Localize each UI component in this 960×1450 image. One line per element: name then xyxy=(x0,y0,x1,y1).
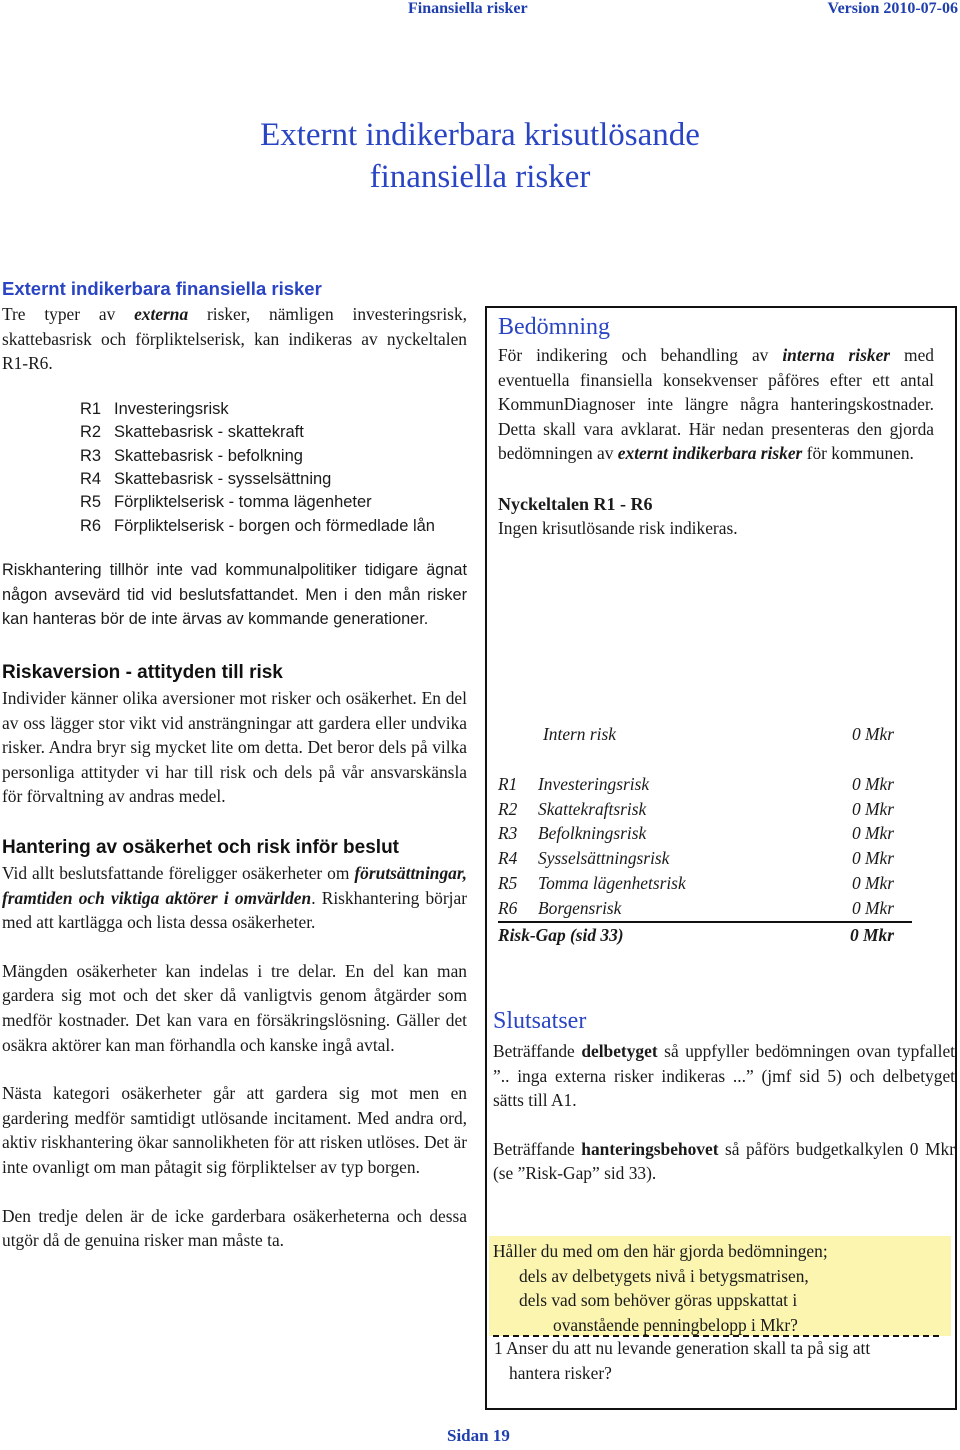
question-line-3: dels vad som behöver göras uppskattat i xyxy=(519,1290,798,1311)
slutsatser-bold-delbetyget: delbetyget xyxy=(581,1041,658,1061)
bedomning-emphasis-externt: externt indikerbara risker xyxy=(617,443,803,464)
slutsatser-bold-hanteringsbehovet: hanteringsbehovet xyxy=(581,1138,719,1159)
slutsatser-text-end: så påförs budgetkalkylen 0 Mkr (se ”Risk-Gap” sid 33). xyxy=(493,1138,955,1184)
slutsatser-text: Beträffande xyxy=(493,1041,582,1061)
risk-label: Skattebasrisk - skattekraft xyxy=(114,423,304,442)
row-code: R1 xyxy=(498,773,518,794)
risk-label: Investeringsrisk xyxy=(114,399,229,418)
row-label: Skattekraftsrisk xyxy=(538,798,647,819)
table-row xyxy=(498,772,894,797)
riskaversion-paragraph: Individer känner olika aversioner mot risker och osäkerhet. En del av oss lägger stor vikt vid ansträngningar att gardera eller undvika risker. Andra bryr sig mycket lite om detta. Det beror dels på vilka personliga attityder vi har till risk och dels på vår ansvarskänsla för förvaltning av andras medel. xyxy=(2,688,467,807)
risk-label: Skattebasrisk - befolkning xyxy=(114,446,303,465)
hantering-paragraph-4: Den tredje delen är de icke garderbara osäkerheterna och dessa utgör då de genuina risker man måste ta. xyxy=(2,1205,467,1251)
risk-code: R2 xyxy=(80,423,102,442)
table-header-label: Intern risk xyxy=(543,724,616,744)
risk-label: Förpliktelserisk - borgen och förmedlade lån xyxy=(114,516,435,535)
hantering-emphasis: förutsättningar, framtiden och viktiga aktörer i omvärlden xyxy=(2,862,467,908)
slutsatser-paragraph-1 xyxy=(493,1039,955,1113)
risk-code: R5 xyxy=(80,493,102,512)
row-label: Investeringsrisk xyxy=(538,773,650,794)
page-title-line2: finansiella risker xyxy=(369,159,591,195)
row-value: 0 Mkr xyxy=(851,773,894,794)
riskhantering-paragraph: Riskhantering tillhör inte vad kommunalpolitiker tidigare ägnat någon avsevärd tid vid beslutsfattandet. Men i den mån risker kan hanteras bör de inte ärvas av kommande generationer. xyxy=(2,561,467,629)
hantering-text-end: . Riskhantering börjar med att kartlägga och lista dessa osäkerheter. xyxy=(2,887,468,933)
bedomning-emphasis-interna: interna risker xyxy=(782,345,891,365)
table-row xyxy=(498,797,894,822)
left-column xyxy=(2,276,467,1253)
nyckeltal-heading: Nyckeltalen R1 - R6 xyxy=(498,493,653,514)
footnote-text: Anser du att nu levande generation skall ta på sig att xyxy=(506,1338,871,1358)
row-label: Borgensrisk xyxy=(538,897,622,918)
row-label: Befolkningsrisk xyxy=(538,823,647,844)
risk-list xyxy=(80,398,467,538)
risk-code: R4 xyxy=(80,470,102,488)
risk-code: R3 xyxy=(80,446,102,465)
intro-emphasis: externa xyxy=(134,304,189,324)
risk-code: R1 xyxy=(80,399,102,418)
section-heading-hantering: Hantering av osäkerhet och risk inför beslut xyxy=(2,836,399,858)
question-box xyxy=(489,1236,951,1336)
table-row xyxy=(498,896,912,923)
row-value: 0 Mkr xyxy=(851,848,894,869)
running-header-right: Version 2010-07-06 xyxy=(827,0,958,17)
slutsatser-section xyxy=(493,1008,955,1186)
list-item xyxy=(80,398,467,421)
row-code: R4 xyxy=(498,848,518,869)
bedomning-text-mid: med eventuella finansiella konsekvenser påföres efter ett antal KommunDiagnoser inte längre några hanteringskostnader. Detta skall vara avklarat. Här nedan presenteras den gjorda bedömningen av xyxy=(498,345,934,464)
table-header-value: 0 Mkr xyxy=(851,724,894,744)
hantering-text: Vid allt beslutsfattande föreligger osäkerheter om xyxy=(2,862,355,883)
risk-table xyxy=(498,722,894,947)
slutsatser-text: Beträffande xyxy=(493,1138,582,1159)
slutsatser-heading: Slutsatser xyxy=(493,1008,587,1034)
page-number: Sidan 19 xyxy=(447,1426,510,1445)
bedomning-text: För indikering och behandling av xyxy=(498,345,783,365)
section-heading-riskaversion: Riskaversion - attityden till risk xyxy=(2,662,283,683)
table-row xyxy=(498,846,894,871)
assessment-content xyxy=(498,314,934,541)
row-value: 0 Mkr xyxy=(851,823,894,844)
list-item xyxy=(80,421,467,444)
page-title-line1: Externt indikerbara krisutlösande xyxy=(260,117,700,153)
intro-text-end: risker, nämligen investeringsrisk, skattebasrisk och förpliktelserisk, kan indikeras av nyckeltalen R1-R6. xyxy=(2,304,467,374)
list-item xyxy=(80,445,467,468)
hantering-paragraph-1 xyxy=(2,861,467,935)
page-title xyxy=(0,114,960,198)
bedomning-paragraph xyxy=(498,343,934,466)
row-value: 0 Mkr xyxy=(851,897,894,918)
section-heading-externt: Externt indikerbara finansiella risker xyxy=(2,278,322,299)
slutsatser-paragraph-2 xyxy=(493,1137,955,1186)
risk-code: R6 xyxy=(80,516,102,535)
question-line-1: Håller du med om den här gjorda bedömningen; xyxy=(493,1241,828,1261)
bedomning-text-end: för kommunen. xyxy=(802,443,914,464)
row-value: 0 Mkr xyxy=(851,798,894,819)
row-code: R6 xyxy=(498,897,518,918)
question-line-2: dels av delbetygets nivå i betygsmatrisen, xyxy=(519,1265,809,1286)
footnote xyxy=(494,1336,949,1385)
intro-paragraph xyxy=(2,302,467,376)
row-label: Tomma lägenhetsrisk xyxy=(538,872,686,893)
row-code: R5 xyxy=(498,872,518,893)
footnote-line-2: hantera risker? xyxy=(509,1362,612,1383)
nyckeltal-text: Ingen krisutlösande risk indikeras. xyxy=(498,517,738,538)
list-item xyxy=(80,468,467,491)
intro-text: Tre typer av xyxy=(2,304,135,324)
table-row xyxy=(498,821,894,846)
question-line-4: ovanstående penningbelopp i Mkr? xyxy=(553,1314,798,1335)
total-label: Risk-Gap (sid 33) xyxy=(498,924,624,945)
footnote-line-1 xyxy=(494,1336,949,1361)
list-item xyxy=(80,515,467,538)
table-total-row xyxy=(498,923,894,948)
running-header-left: Finansiella risker xyxy=(408,0,528,17)
hantering-paragraph-2: Mängden osäkerheter kan indelas i tre delar. En del kan man gardera sig mot och det sker då vanligtvis genom åtgärder som medför kostnader. Det kan vara en försäkringslösning. Gäller det osäkra aktörer kan man förhandla och kanske ingå avtal. xyxy=(2,960,467,1055)
row-value: 0 Mkr xyxy=(851,872,894,893)
row-code: R3 xyxy=(498,823,518,844)
risk-label: Skattebasrisk - sysselsättning xyxy=(114,470,332,488)
row-code: R2 xyxy=(498,798,518,819)
footnote-number: 1 xyxy=(494,1338,503,1358)
hantering-paragraph-3: Nästa kategori osäkerheter går att gardera sig mot men en gardering medför samtidigt utlösande incitament. Med andra ord, aktiv riskhantering ökar sannolikheten för att risken utlöses. Det är inte ovanligt om man påtagit sig förpliktelser av typ borgen. xyxy=(2,1083,467,1177)
bedomning-heading: Bedömning xyxy=(498,314,610,340)
slutsatser-text-end: så uppfyller bedömningen ovan typfallet ”.. inga externa risker indikeras ...” (jmf sid 5) och delbetyget sätts till A1. xyxy=(493,1041,955,1111)
row-label: Sysselsättningsrisk xyxy=(538,848,670,869)
table-row xyxy=(498,871,894,896)
table-header-row xyxy=(498,722,894,747)
risk-label: Förpliktelserisk - tomma lägenheter xyxy=(114,493,372,512)
total-value: 0 Mkr xyxy=(850,924,894,945)
list-item xyxy=(80,491,467,514)
